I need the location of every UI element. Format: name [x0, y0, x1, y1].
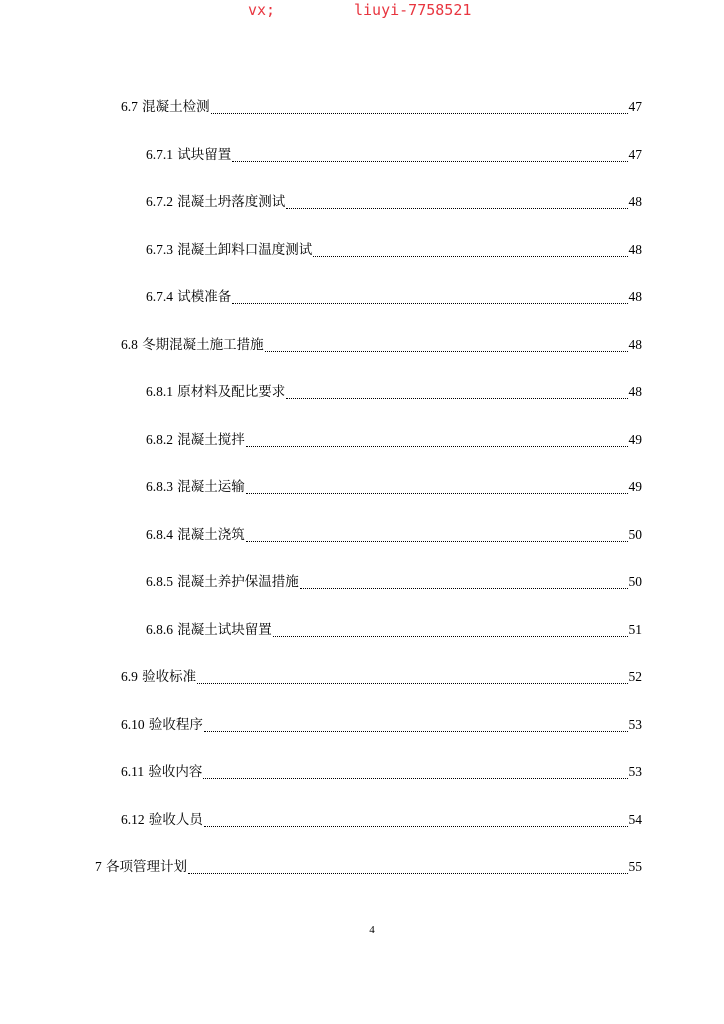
toc-entry-label [121, 335, 264, 355]
toc-entry-page: 47 [628, 99, 642, 114]
toc-dot-leader [246, 483, 628, 497]
toc-entry-page: 55 [628, 859, 642, 874]
toc-entry-number: 6.8 [121, 337, 138, 352]
toc-entry-number: 6.8.4 [146, 527, 173, 542]
toc-entry-label [146, 572, 299, 592]
toc-entry-label [121, 97, 210, 117]
toc-dot-leader [204, 816, 628, 830]
toc-entry-label [121, 810, 203, 830]
toc-entry-number: 6.8.5 [146, 574, 173, 589]
toc-dot-leader [246, 531, 628, 545]
toc-entry[interactable] [146, 382, 642, 402]
toc-entry-page: 48 [628, 242, 642, 257]
toc-entry-label [146, 240, 312, 260]
toc-entry-label [146, 287, 231, 307]
toc-dot-leader [300, 578, 628, 592]
toc-dot-leader [188, 863, 627, 877]
toc-entry-page: 50 [628, 574, 642, 589]
toc-entry-title: 验收标准 [142, 669, 197, 685]
toc-entry-label [121, 667, 196, 687]
toc-entry-title: 试块留置 [177, 147, 232, 163]
toc-entry[interactable] [146, 192, 642, 212]
toc-entry-page: 49 [628, 432, 642, 447]
toc-entry-title: 混凝土坍落度测试 [177, 194, 286, 210]
toc-entry-page: 49 [628, 479, 642, 494]
toc-entry[interactable] [146, 240, 642, 260]
toc-entry-page: 54 [628, 812, 642, 827]
toc-entry[interactable] [146, 145, 642, 165]
toc-entry-page: 47 [628, 147, 642, 162]
toc-dot-leader [286, 198, 627, 212]
toc-entry-page: 48 [628, 384, 642, 399]
toc-entry[interactable] [146, 620, 642, 640]
page-number: 4 [369, 924, 375, 936]
toc-entry-title: 混凝土检测 [142, 99, 210, 115]
toc-entry-label [121, 762, 202, 782]
toc-entry-page: 48 [628, 194, 642, 209]
toc-entry[interactable] [121, 762, 642, 782]
toc-entry[interactable] [121, 335, 642, 355]
toc-entry-title: 混凝土卸料口温度测试 [177, 242, 313, 258]
toc-entry-label [146, 192, 285, 212]
toc-entry[interactable] [121, 810, 642, 830]
toc-entry-label [95, 857, 187, 877]
toc-entry-number: 6.8.2 [146, 432, 173, 447]
toc-entry-number: 6.11 [121, 764, 145, 779]
toc-entry-label [146, 477, 245, 497]
toc-entry-label [146, 382, 285, 402]
toc-entry[interactable] [121, 715, 642, 735]
toc-entry-title: 混凝土运输 [177, 479, 245, 495]
toc-entry-number: 6.9 [121, 669, 138, 684]
toc-entry-number: 6.7.1 [146, 147, 173, 162]
toc-entry-number: 6.7.3 [146, 242, 173, 257]
toc-entry-number: 6.8.6 [146, 622, 173, 637]
toc-entry-number: 6.7.2 [146, 194, 173, 209]
toc-entry[interactable] [146, 287, 642, 307]
toc-dot-leader [211, 103, 628, 117]
toc-entry-label [146, 620, 272, 640]
toc-entry-number: 6.7.4 [146, 289, 173, 304]
toc-dot-leader [197, 673, 627, 687]
toc-entry-number: 6.8.1 [146, 384, 173, 399]
toc-entry-number: 6.7 [121, 99, 138, 114]
toc-entry-title: 原材料及配比要求 [177, 384, 286, 400]
toc-entry[interactable] [121, 667, 642, 687]
toc-entry-title: 各项管理计划 [106, 859, 188, 875]
toc-dot-leader [313, 246, 627, 260]
toc-dot-leader [232, 293, 627, 307]
toc-entry-page: 53 [628, 717, 642, 732]
toc-entry-number: 7 [95, 859, 102, 874]
toc-entry-title: 混凝土试块留置 [177, 622, 272, 638]
toc-entry-title: 混凝土搅拌 [177, 432, 245, 448]
toc-dot-leader [204, 721, 628, 735]
toc-entry-title: 混凝土浇筑 [177, 527, 245, 543]
toc-entry-title: 验收人员 [148, 812, 203, 828]
toc-dot-leader [232, 151, 627, 165]
toc-entry-label [146, 145, 231, 165]
toc-dot-leader [203, 768, 627, 782]
toc-entry[interactable] [121, 97, 642, 117]
toc-entry[interactable] [146, 430, 642, 450]
toc-dot-leader [246, 436, 628, 450]
watermark-right-text: liuyi-7758521 [354, 1, 472, 19]
watermark [0, 0, 724, 22]
toc-entry-page: 50 [628, 527, 642, 542]
toc-entry-page: 53 [628, 764, 642, 779]
toc-entry-title: 验收程序 [148, 717, 203, 733]
toc-entry-label [121, 715, 203, 735]
toc-entry-label [146, 430, 245, 450]
toc-entry-page: 51 [628, 622, 642, 637]
toc-entry-number: 6.10 [121, 717, 145, 732]
toc-entry[interactable] [146, 477, 642, 497]
watermark-left-text: vx; [248, 1, 276, 19]
toc-entry-title: 验收内容 [148, 764, 203, 780]
toc-entry[interactable] [95, 857, 642, 877]
toc-entry[interactable] [146, 572, 642, 592]
toc-entry-page: 48 [628, 337, 642, 352]
toc-entry-number: 6.8.3 [146, 479, 173, 494]
toc-entry-page: 48 [628, 289, 642, 304]
toc-entry[interactable] [146, 525, 642, 545]
toc-entry-title: 混凝土养护保温措施 [177, 574, 299, 590]
toc-dot-leader [273, 626, 628, 640]
toc-entry-number: 6.12 [121, 812, 145, 827]
toc-dot-leader [286, 388, 627, 402]
toc-entry-page: 52 [628, 669, 642, 684]
toc-dot-leader [265, 341, 628, 355]
toc-entry-title: 试模准备 [177, 289, 232, 305]
toc-entry-label [146, 525, 245, 545]
toc-entry-title: 冬期混凝土施工措施 [142, 337, 264, 353]
